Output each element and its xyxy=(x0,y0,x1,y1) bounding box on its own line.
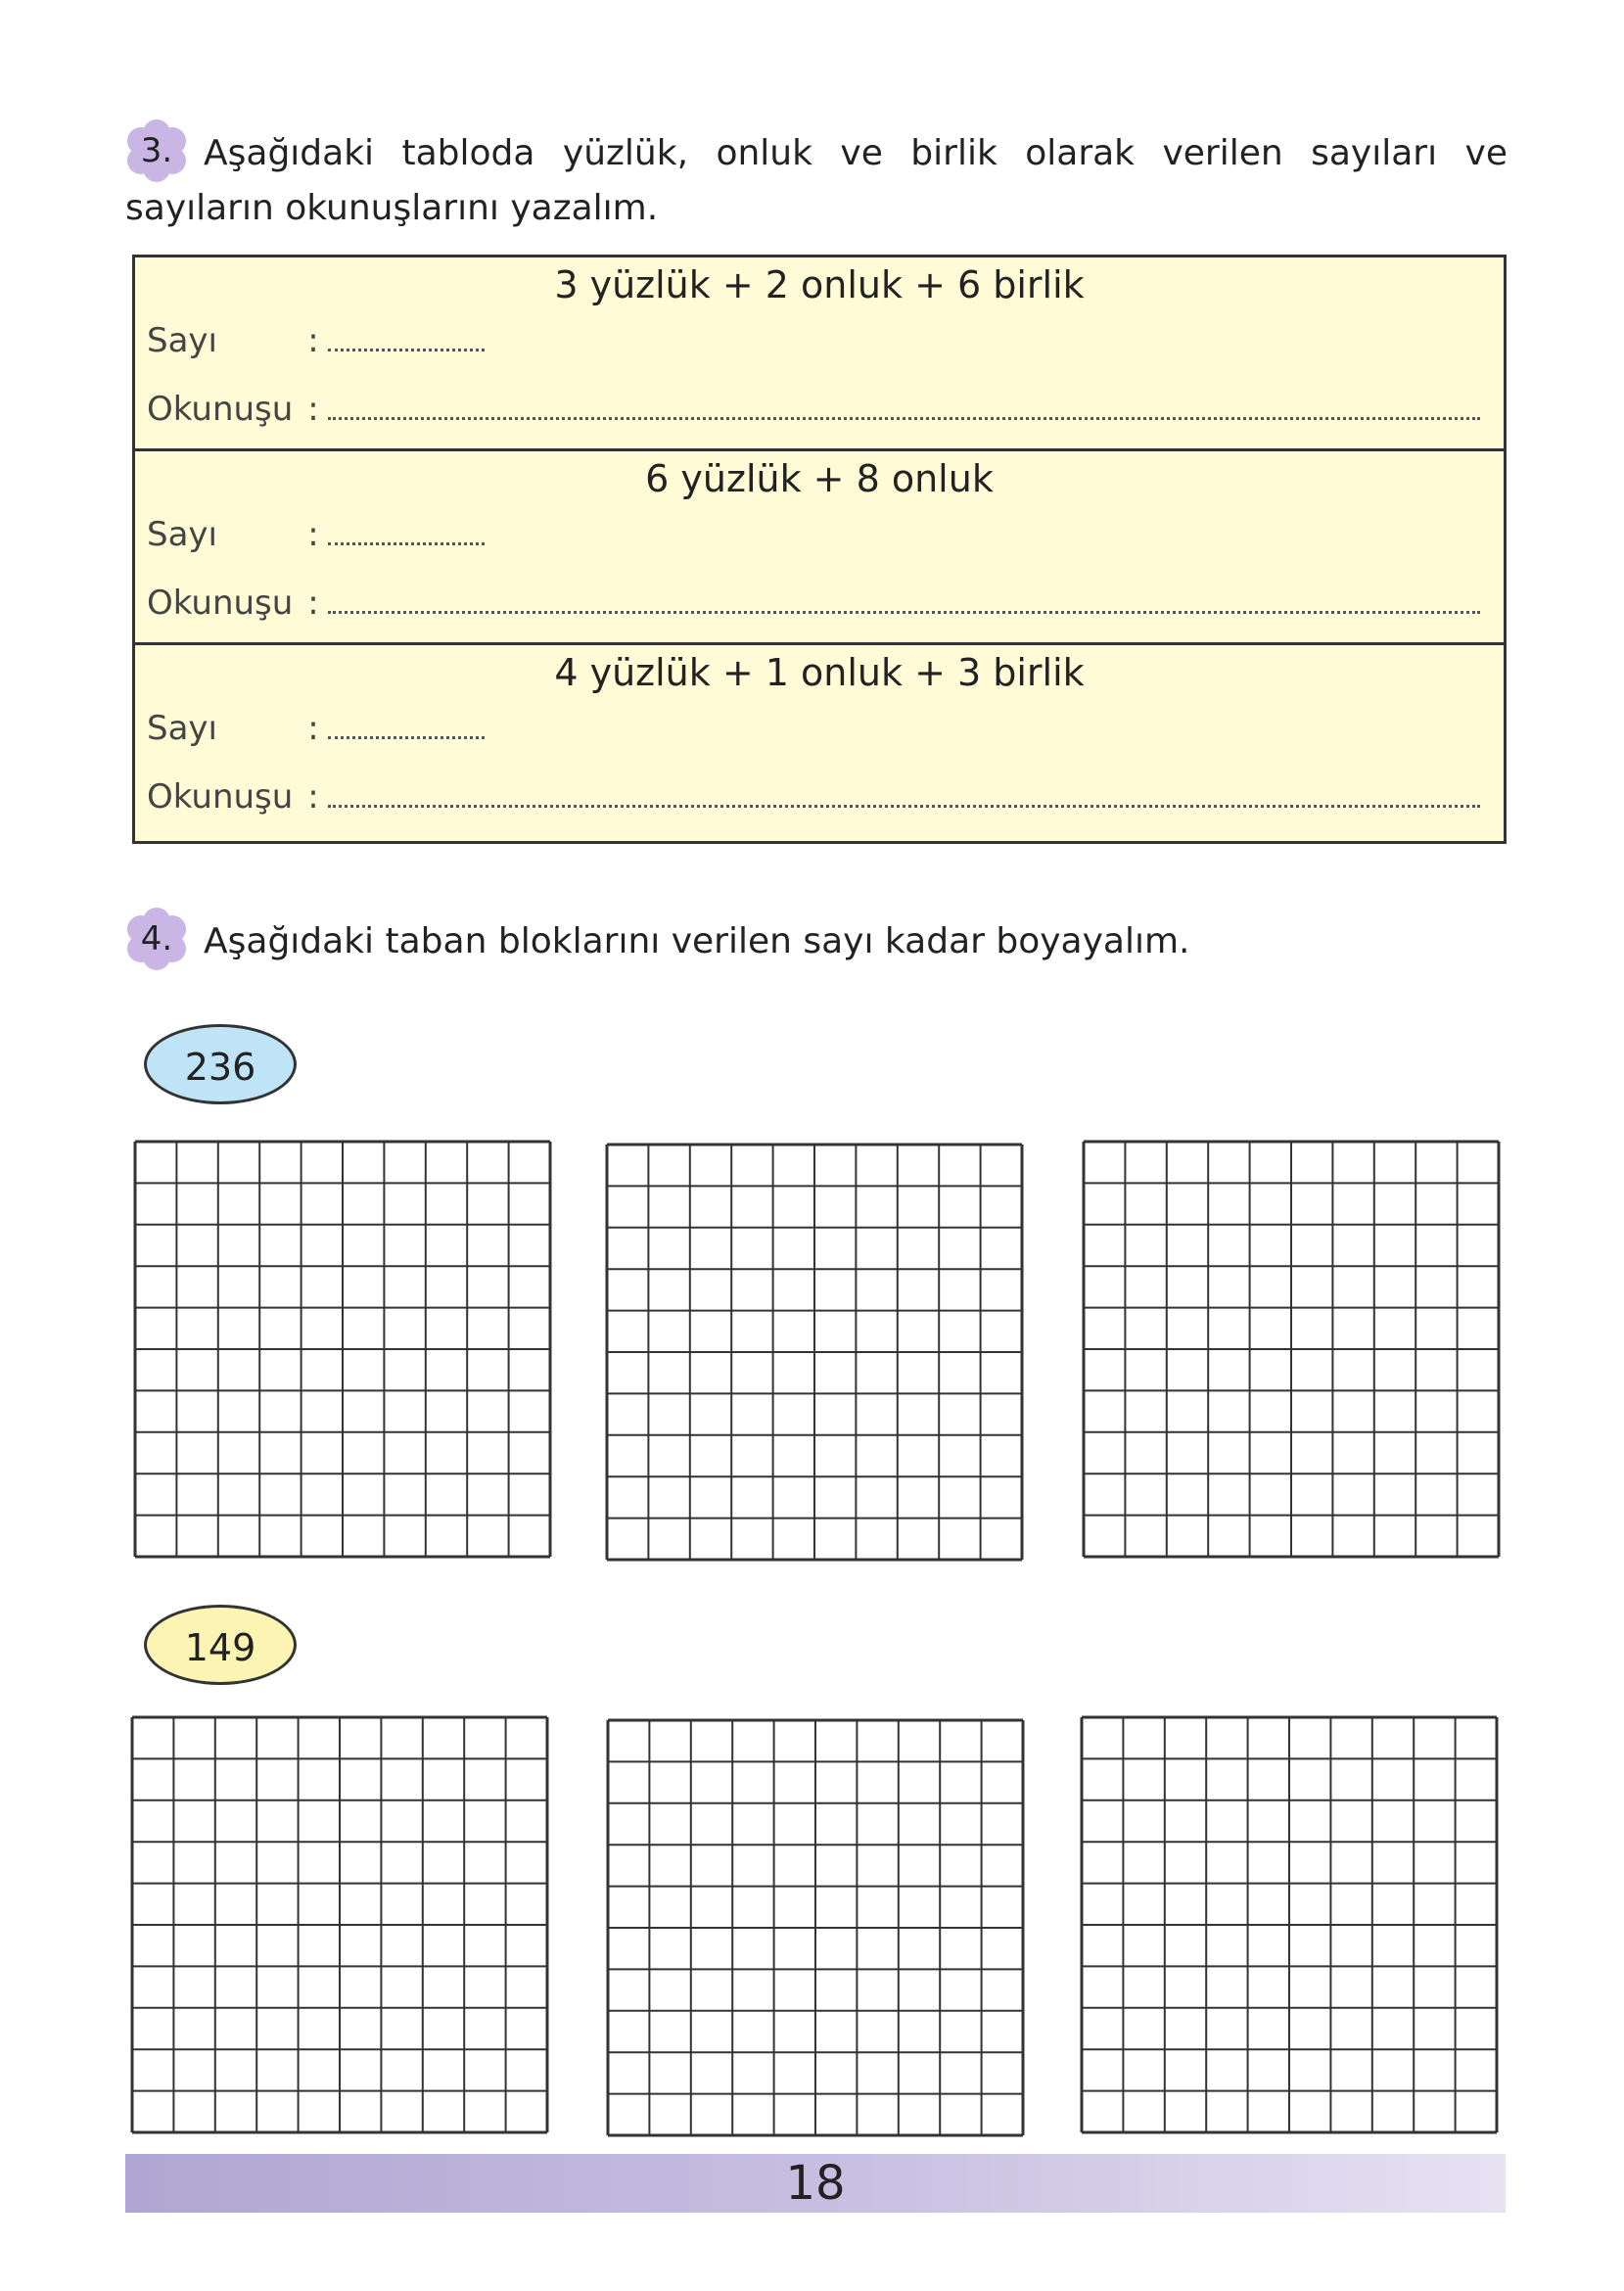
reading-line xyxy=(147,777,1480,817)
table-row xyxy=(135,645,1504,841)
number-oval-149: 149 xyxy=(144,1605,297,1685)
place-value-expression: 4 yüzlük + 1 onluk + 3 birlik xyxy=(554,651,1085,694)
reading-line xyxy=(147,390,1480,429)
sayi-label: Sayı xyxy=(147,321,217,360)
number-line xyxy=(147,321,1480,360)
sayi-label: Sayı xyxy=(147,709,217,748)
table-row xyxy=(135,451,1504,645)
reading-answer-blank[interactable] xyxy=(328,390,1480,420)
number-answer-blank[interactable] xyxy=(328,709,485,739)
hundred-block-grid[interactable] xyxy=(605,1143,1024,1562)
hundred-block-grid[interactable] xyxy=(1082,1140,1501,1559)
place-value-expression: 6 yüzlük + 8 onluk xyxy=(645,457,994,500)
reading-answer-blank[interactable] xyxy=(328,777,1480,808)
question-text: Aşağıdaki taban bloklarını verilen sayı kadar boyayalım. xyxy=(204,921,1190,961)
hundred-block-grid[interactable] xyxy=(1080,1715,1499,2134)
answer-table xyxy=(132,255,1507,844)
colon: : xyxy=(307,390,319,429)
number-answer-blank[interactable] xyxy=(328,321,485,351)
okunus-label: Okunuşu xyxy=(147,777,294,817)
hundred-block-grid[interactable] xyxy=(133,1140,552,1559)
okunus-label: Okunuşu xyxy=(147,390,294,429)
number-line xyxy=(147,709,1480,748)
question-number: 3. xyxy=(140,131,173,170)
place-value-expression: 3 yüzlük + 2 onluk + 6 birlik xyxy=(554,263,1085,306)
number-answer-blank[interactable] xyxy=(328,515,485,545)
hundred-block-grid[interactable] xyxy=(130,1715,549,2134)
reading-answer-blank[interactable] xyxy=(328,584,1480,614)
question-4 xyxy=(125,915,1508,970)
page-footer-bar xyxy=(125,2154,1506,2213)
question-text: Aşağıdaki tabloda yüzlük, onluk ve birlik olarak verilen sayıları ve sayıların okunuşlarını yazalım. xyxy=(125,133,1508,228)
colon: : xyxy=(307,584,319,623)
number-line xyxy=(147,515,1480,554)
reading-line xyxy=(147,584,1480,623)
colon: : xyxy=(307,709,319,748)
colon: : xyxy=(307,515,319,554)
page-number: 18 xyxy=(785,2156,846,2211)
colon: : xyxy=(307,321,319,360)
question-number-badge xyxy=(125,119,188,182)
sayi-label: Sayı xyxy=(147,515,217,554)
number-oval-236: 236 xyxy=(144,1024,297,1104)
table-row xyxy=(135,257,1504,451)
colon: : xyxy=(307,777,319,817)
hundred-block-grid[interactable] xyxy=(606,1718,1025,2137)
question-number-badge xyxy=(125,908,188,970)
question-3 xyxy=(125,127,1508,235)
okunus-label: Okunuşu xyxy=(147,584,294,623)
question-number: 4. xyxy=(140,919,173,958)
